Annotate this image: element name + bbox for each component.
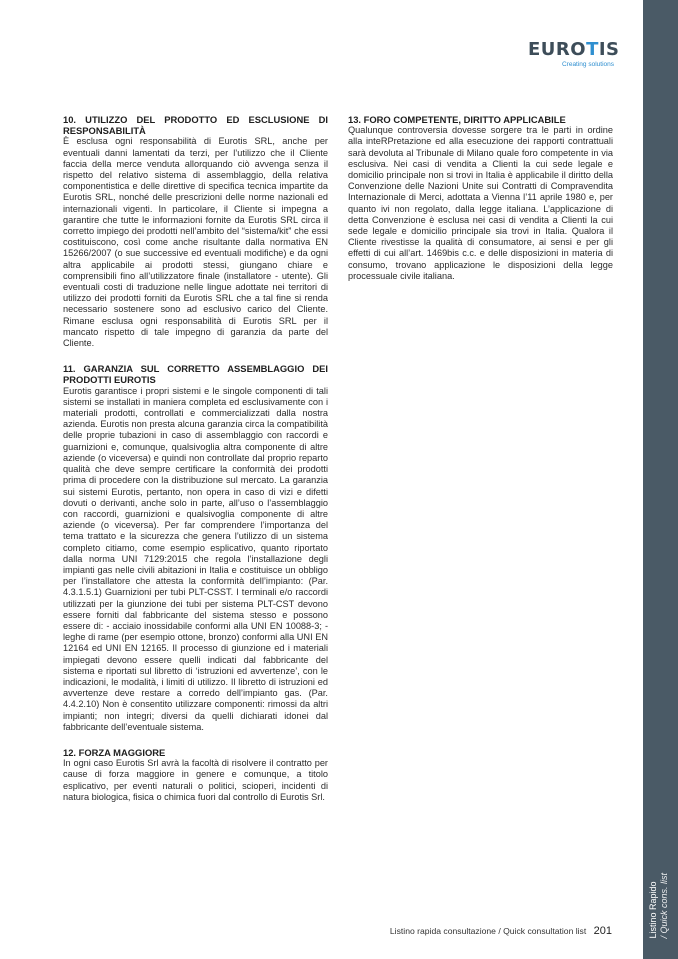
logo-word-accent: T <box>586 39 599 60</box>
section-12 <box>63 747 328 803</box>
section-body: È esclusa ogni responsabilità di Eurotis SRL, anche per eventuali danni lamentati da terzi, per l’utilizzo che il Cliente faccia della merce venduta allorquando ciò avvenga senza il rispetto del relativo sistema di assemblaggio, della relativa componentistica e delle direttive di specifica tecnica impartite da Eurotis SRL, nonché delle prescrizioni delle norme nazionali ed internazionali vigenti. In particolare, il Cliente si impegna a garantire che tutte le informazioni fornite da Eurotis SRL circa il corretto impiego dei prodotti nell’ambito del “sistema/kit” che essi costituiscono, così come anche risultante dalla normativa EN 15266/2007 (o sue successive ed eventuali modifiche) e da ogni altra applicabile ai prodotti stessi, giungano chiare e comprensibili fino all’utilizzatore finale (installatore - utente). Gli eventuali costi di traduzione nelle lingue adottate nei territori di utilizzo dei prodotti forniti da Eurotis SRL che a tal fine si renda necessario sostenere sono ad esclusivo carico del Cliente. Rimane esclusa ogni responsabilità di Eurotis SRL per il mancato rispetto di tale impegno di garanzia da parte del Cliente. <box>63 136 328 349</box>
section-body: Eurotis garantisce i propri sistemi e le singole componenti di tali sistemi se installati in maniera completa ed esclusivamente con i materiali prodotti, controllati e commercializzati dalla nostra azienda. Eurotis non presta alcuna garanzia circa la compatibilità delle proprie tubazioni in caso di assemblaggio con raccordi e guarnizioni e, comunque, qualsivoglia altra componente di altre aziende (o viceversa) e quindi non controllate dal proprio reparto qualità che deve sempre certificare la conformità dei prodotti prima di procedere con la distribuzione sul mercato. La garanzia sui sistemi Eurotis, pertanto, non opera in caso di vizi e difetti dovuti o derivanti, anche solo in parte, all’uso o l’assemblaggio con raccordi, guarnizioni e qualsivoglia componente di altre aziende (o viceversa). Per far comprendere l’importanza del tema trattato e la sicurezza che genera l’utilizzo di un sistema completo citiamo, come esempio esplicativo, quanto riportato dalla norma UNI 7129:2015 che regola l’installazione degli impianti gas nelle civili abitazioni in Italia e costituisce un obbligo per l’installatore che attesta la conformità dell’impianto: (Par. 4.3.1.5.1) Guarnizioni per tubi PLT-CSST. I terminali e/o raccordi utilizzati per la giunzione dei tubi per sistema PLT-CST devono essere forniti dal fabbricante del sistema stesso e possono essere di: - acciaio inossidabile conformi alla UNI EN 10088-3; - leghe di rame (per esempio ottone, bronzo) conformi alla UNI EN 12164 ed UNI EN 12165. Il processo di giunzione ed i materiali impiegati devono essere quelli indicati dal fabbricante del sistema e riportati sul libretto di ‘istruzioni ed avvertenze’, con le indicazioni, le modalità, i limiti di utilizzo. Il libretto di istruzioni ed avvertenze deve restare a corredo dell’impianto gas. (Par. 4.4.2.10) Non è consentito utilizzare componenti: rimossi da altri impianti; non integri; diversi da quelli dichiarati idonei dal fabbricante dell’eventuale sistema. <box>63 385 328 732</box>
logo-word-main: EURO <box>528 39 587 60</box>
footer-label: Listino rapida consultazione / Quick consultation list <box>389 926 587 936</box>
side-band <box>643 0 678 959</box>
side-tab-title: Listino Rapido <box>648 881 658 939</box>
section-title: 13. FORO COMPETENTE, DIRITTO APPLICABILE <box>348 114 566 125</box>
right-column <box>348 114 613 296</box>
side-tab-subtitle: / Quick cons. list <box>659 873 669 939</box>
section-10 <box>63 114 328 349</box>
section-title: 12. FORZA MAGGIORE <box>63 746 166 758</box>
logo-tagline: Creating solutions <box>561 61 614 68</box>
section-11 <box>63 363 328 733</box>
page-footer <box>300 925 612 937</box>
section-title: 11. GARANZIA SUL CORRETTO ASSEMBLAGGIO DEI PRODOTTI EUROTIS <box>63 363 328 386</box>
section-body: In ogni caso Eurotis Srl avrà la facoltà di risolvere il contratto per cause di forza maggiore in genere e comunque, a titolo esplicativo, per eventi naturali o politici, scioperi, incidenti di natura biologica, fisica o chimica fuori dal controllo di Eurotis Srl. <box>63 758 328 802</box>
page-number: 201 <box>593 925 612 937</box>
logo-word-end: IS <box>598 39 620 60</box>
section-title: 10. UTILIZZO DEL PRODOTTO ED ESCLUSIONE DI RESPONSABILITÀ <box>63 114 328 137</box>
section-13 <box>348 114 613 282</box>
eurotis-logo <box>528 39 620 69</box>
side-tab-label <box>648 873 670 939</box>
left-column <box>63 114 328 817</box>
logo-wordmark <box>528 39 620 60</box>
section-body: Qualunque controversia dovesse sorgere tra le parti in ordine alla inteRPretazione ed alla esecuzione dei rapporti contrattuali sarà devoluta al Tribunale di Milano quale foro competente in via esclusiva. Nei casi di vendita a Clienti la cui sede legale e domicilio principale non si trovi in Italia è applicabile il diritto della Convenzione delle Nazioni Unite sui Contratti di Compravendita Internazionale di Merci, adottata a Vienna l’11 aprile 1980 e, per quanto ivi non regolato, dalla legge italiana. L’applicazione di detta Convenzione è esclusa nei casi di vendita a Clienti la cui sede legale e domicilio principale sia trovi in Italia. Qualora il Cliente rivestisse la qualità di consumatore, ai sensi e per gli effetti di cui all’art. 1469bis c.c. e delle disposizioni in materia di consumo, trovano applicazione le disposizioni della legge processuale civile italiana. <box>348 125 613 281</box>
